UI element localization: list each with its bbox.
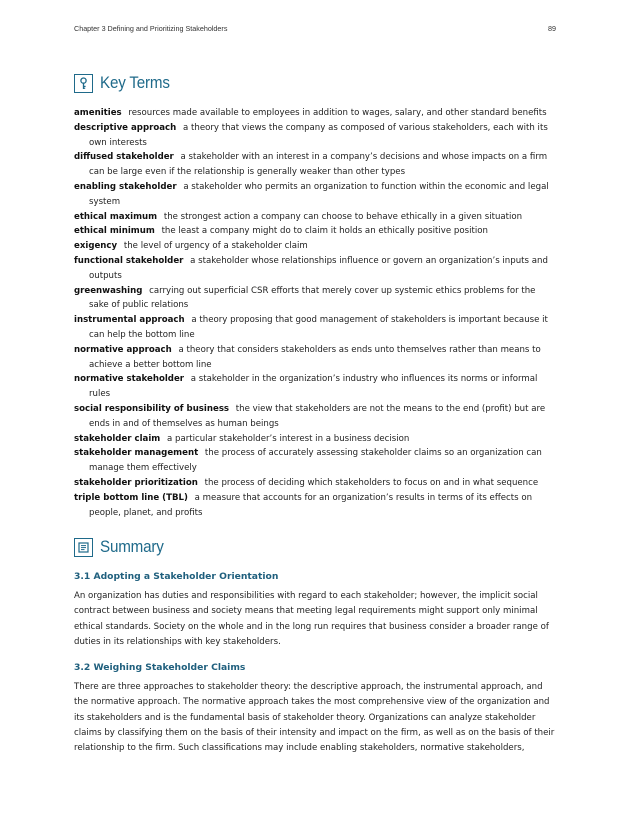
term-definition: a stakeholder whose relationships influence or govern an organization’s inputs and outputs (89, 255, 548, 281)
term-word: stakeholder claim (74, 433, 161, 444)
key-term-entry (74, 432, 556, 447)
term-definition: the process of accurately assessing stakeholder claims so an organization can manage them effectively (89, 448, 542, 474)
key-term-entry (74, 180, 556, 210)
key-icon (74, 74, 93, 93)
key-term-entry (74, 239, 556, 254)
key-term-entry (74, 491, 556, 521)
term-definition: a theory proposing that good management of stakeholders is important because it can help the bottom line (89, 315, 548, 340)
term-word: instrumental approach (74, 315, 185, 326)
summary-heading (74, 538, 169, 557)
key-term-entry (74, 284, 556, 314)
key-term-entry (74, 254, 556, 284)
key-term-entry (74, 343, 556, 373)
key-term-entry (74, 313, 556, 343)
term-word: stakeholder management (74, 448, 199, 459)
page-number: 89 (548, 24, 556, 33)
term-definition: a stakeholder with an interest in a company’s decisions and whose impacts on a firm can be large even if the relationship is generally weaker than other types (89, 152, 548, 178)
key-term-entry (74, 476, 556, 491)
summary-body (74, 571, 556, 769)
running-header (74, 24, 556, 33)
key-term-entry (74, 402, 556, 432)
term-definition: a measure that accounts for an organization’s results in terms of its effects on people, planet, and profits (89, 492, 533, 518)
key-terms-title: Key Terms (100, 74, 170, 92)
term-word: stakeholder prioritization (74, 477, 198, 488)
key-term-entry (74, 210, 556, 225)
key-term-entry (74, 150, 556, 180)
key-terms-heading (74, 74, 176, 93)
term-definition: a particular stakeholder’s interest in a business decision (167, 433, 410, 444)
term-word: triple bottom line (TBL) (74, 492, 188, 503)
term-word: normative approach (74, 344, 172, 355)
term-definition: carrying out superficial CSR efforts that merely cover up systemic ethics problems for the sake of public relations (89, 285, 536, 311)
summary-subheading: 3.1 Adopting a Stakeholder Orientation (74, 571, 279, 582)
term-word: greenwashing (74, 285, 143, 296)
term-word: diffused stakeholder (74, 152, 174, 163)
term-definition: a theory that views the company as composed of various stakeholders, each with its own interests (89, 122, 548, 148)
term-word: exigency (74, 241, 118, 252)
summary-subheading: 3.2 Weighing Stakeholder Claims (74, 662, 246, 674)
term-definition: a stakeholder who permits an organization to function within the economic and legal system (89, 181, 549, 207)
summary-paragraph: An organization has duties and responsibilities with regard to each stakeholder; however, the implicit social contract between business and society means that meeting legal requirements might support only minimal ethical standards. Society on the whole and in the long run requires that business consider a broader range of duties in its relationships with key stakeholders. (74, 591, 549, 647)
term-definition: the level of urgency of a stakeholder claim (123, 241, 308, 252)
term-definition: the strongest action a company can choose to behave ethically in a given situation (163, 211, 523, 222)
summary-paragraph: There are three approaches to stakeholder theory: the descriptive approach, the instrumental approach, and the normative approach. The normative approach takes the most comprehensive view of the organization and its stakeholders and is the fundamental basis of stakeholder theory. Organizations can analyze stakeholder claims by classifying them on the basis of their intensity and impact on the firm, as well as on the basis of their relationship to the firm. Such classifications may include enabling stakeholders, normative stakeholders, (74, 682, 555, 754)
term-definition: resources made available to employees in addition to wages, salary, and other standard benefits (128, 108, 547, 118)
term-definition: the least a company might do to claim it holds an ethically positive position (161, 226, 488, 237)
term-word: amenities (74, 108, 122, 118)
term-word: descriptive approach (74, 122, 177, 133)
summary-title: Summary (100, 538, 164, 556)
term-definition: a theory that considers stakeholders as ends unto themselves rather than means to achieve a better bottom line (89, 344, 541, 370)
term-definition: the view that stakeholders are not the means to the end (profit) but are ends in and of themselves as human beings (89, 403, 546, 429)
term-word: ethical maximum (74, 211, 158, 222)
summary-icon (74, 538, 93, 557)
key-term-entry (74, 121, 556, 151)
key-term-entry (74, 446, 556, 476)
key-term-entry (74, 224, 556, 239)
term-definition: the process of deciding which stakeholders to focus on and in what sequence (204, 477, 539, 488)
term-word: normative stakeholder (74, 374, 185, 385)
key-terms-list (74, 106, 556, 520)
term-word: enabling stakeholder (74, 181, 177, 192)
key-term-entry (74, 106, 556, 121)
key-term-entry (74, 372, 556, 402)
term-word: ethical minimum (74, 226, 155, 237)
term-definition: a stakeholder in the organization’s industry who influences its norms or informal rules (89, 374, 538, 400)
term-word: functional stakeholder (74, 255, 184, 266)
chapter-title: Chapter 3 Defining and Prioritizing Stakeholders (74, 24, 228, 33)
term-word: social responsibility of business (74, 403, 230, 414)
